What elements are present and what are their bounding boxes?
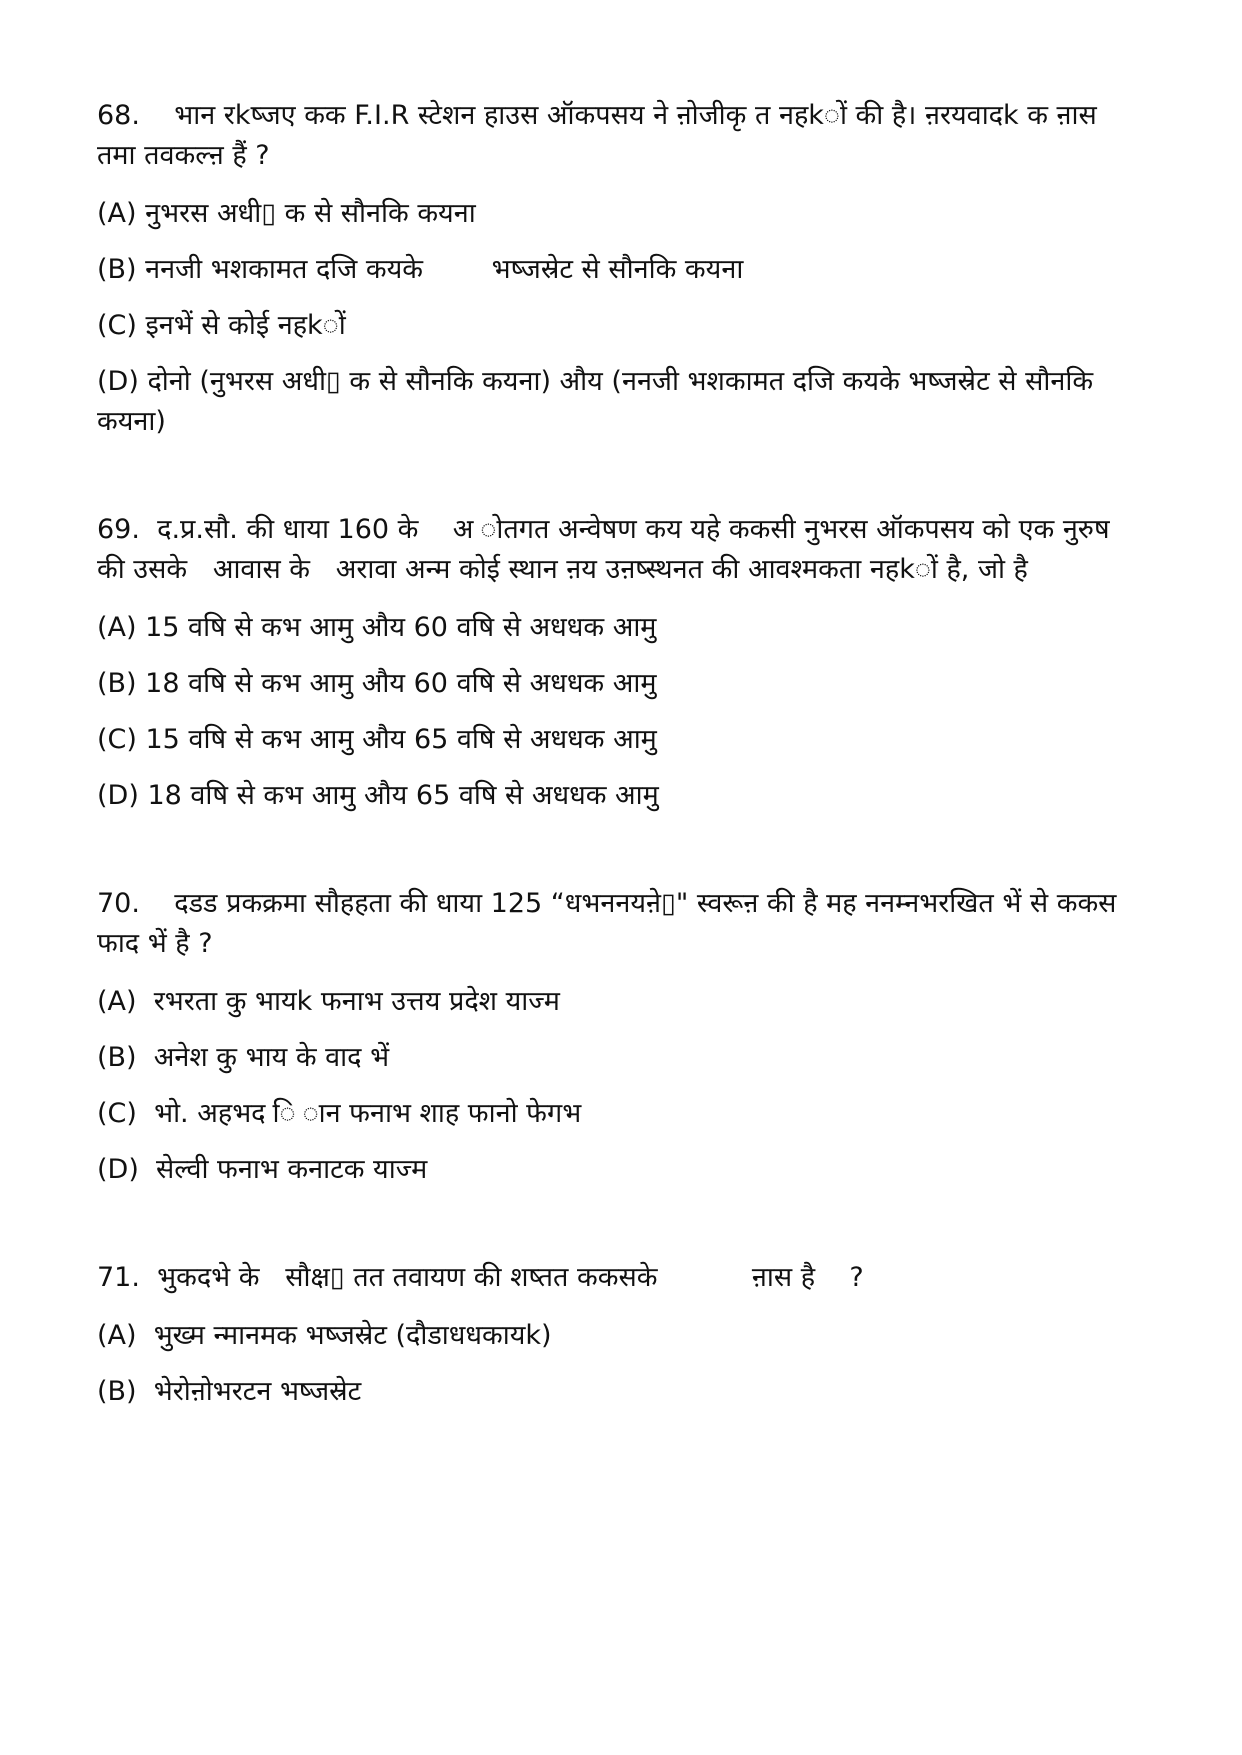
- option-d: (D) दोनो (नुभरस अधी▯ क से सौनकि कयना) औय (ननजी भशकामत दजि कयके भष्जस्रेट से सौनकि कयना): [97, 366, 1102, 437]
- option-a: (A) नुभरस अधी▯ क से सौनकि कयना: [97, 198, 476, 229]
- question-69: [97, 510, 1132, 816]
- question-spacer: [97, 832, 1132, 884]
- option-a: (A) रभरता कु भायk फनाभ उत्तय प्रदेश याज्म: [97, 986, 560, 1017]
- question-text: 68. भान रkष्जए कक F.I.R स्टेशन हाउस ऑकपसय ने ऩोजीकृ त नहkों की है। ऩरयवादk क ऩास तमा तवकल्ऩ हैं ?: [97, 100, 1106, 171]
- option-c: (C) इनभें से कोई नहkों: [97, 310, 346, 341]
- option-c: (C) 15 वषि से कभ आमु औय 65 वषि से अधधक आमु: [97, 724, 657, 755]
- option-c: (C) भो. अहभद ि ान फनाभ शाह फानो फेगभ: [97, 1098, 582, 1129]
- question-text: 71. भुकदभे के सौक्ष▯ तत तवायण की शष्तत ककसके ऩास है ?: [97, 1262, 864, 1293]
- option-d: (D) सेल्वी फनाभ कनाटक याज्म: [97, 1154, 428, 1185]
- question-70: [97, 884, 1132, 1190]
- option-b: (B) भेरोऩोभरटन भष्जस्रेट: [97, 1376, 362, 1407]
- question-text: 70. दडड प्रकक्रमा सौहहता की धाया 125 “धभननयऩे▯" स्वरूऩ की है मह ननम्नभरखित भें से ककस फाद भें है ?: [97, 888, 1126, 959]
- option-b: (B) ननजी भशकामत दजि कयके भष्जस्रेट से सौनकि कयना: [97, 254, 744, 285]
- question-spacer: [97, 1206, 1132, 1258]
- question-spacer: [97, 458, 1132, 510]
- option-a: (A) 15 वषि से कभ आमु औय 60 वषि से अधधक आमु: [97, 612, 657, 643]
- option-d: (D) 18 वषि से कभ आमु औय 65 वषि से अधधक आमु: [97, 780, 659, 811]
- question-71: [97, 1258, 1132, 1412]
- question-68: [97, 96, 1132, 442]
- option-a: (A) भुख्म न्मानमक भष्जस्रेट (दौडाधधकायk): [97, 1320, 552, 1351]
- option-b: (B) 18 वषि से कभ आमु औय 60 वषि से अधधक आमु: [97, 668, 657, 699]
- option-b: (B) अनेश कु भाय के वाद भें: [97, 1042, 390, 1073]
- question-text: 69. द.प्र.सौ. की धाया 160 के अ ोतगत अन्वेषण कय यहे ककसी नुभरस ऑकपसय को एक नुरुष की उसके आवास के अरावा अन्म कोई स्थान ऩय उऩष्स्थनत की आवश्मकता नहkों है, जो है: [97, 514, 1119, 585]
